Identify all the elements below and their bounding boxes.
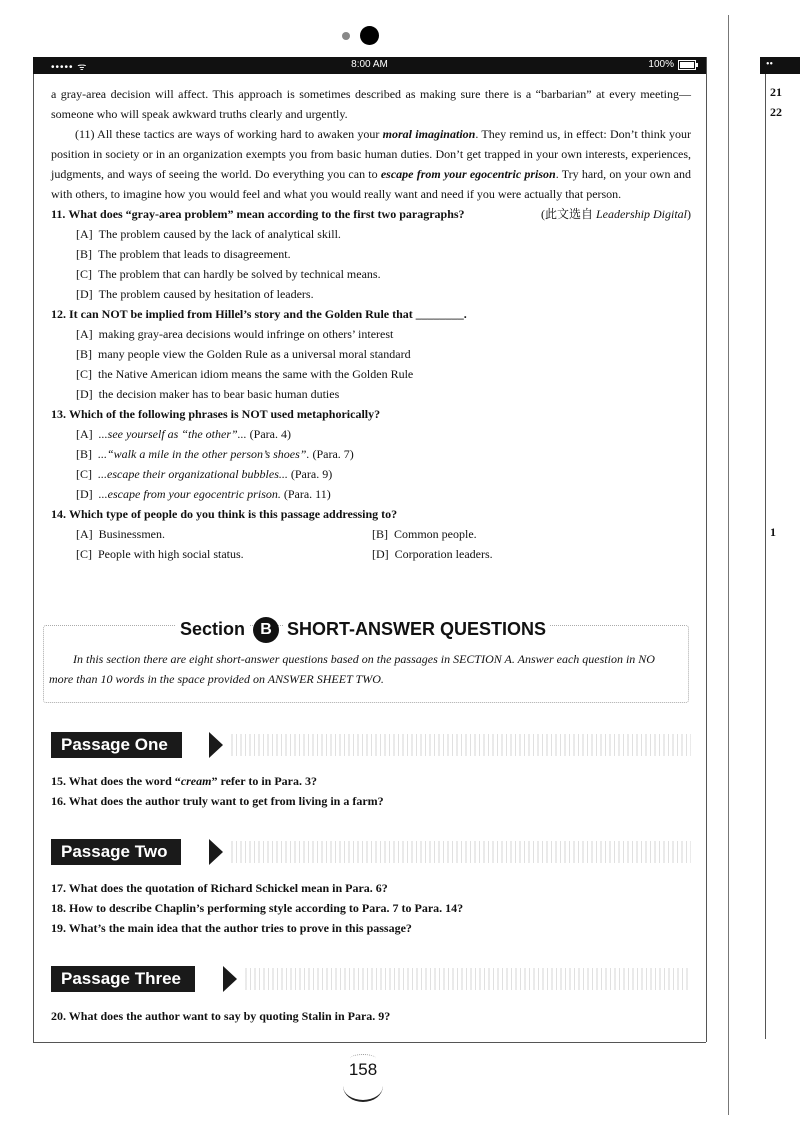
option-13d[interactable]: [D] ...escape from your egocentric prison. (Para. 11) [76,487,331,501]
status-time: 8:00 AM [351,59,388,70]
option-14d[interactable]: [D] Corporation leaders. [372,547,493,561]
passage-two-banner [51,837,691,867]
battery-indicator [648,59,696,70]
option-13c[interactable]: [C] ...escape their organizational bubbles... (Para. 9) [76,467,333,481]
banner-texture [231,734,691,756]
passage-two-label: Passage Two [51,839,181,865]
question-17: 17. What does the quotation of Richard Schickel mean in Para. 6? [51,881,388,895]
passage-three-label: Passage Three [51,966,195,992]
emphasis-moral-imagination: moral imagination [382,127,476,141]
question-20: 20. What does the author want to say by quoting Stalin in Para. 9? [51,1009,391,1023]
next-page-edge [765,74,766,1039]
battery-percent: 100% [648,59,674,70]
sensor-dot [342,32,350,40]
option-14b[interactable]: [B] Common people. [372,527,477,541]
question-15: 15. What does the word “cream” refer to in Para. 3? [51,774,317,788]
section-b-instructions: In this section there are eight short-answer questions based on the passages in SECTION A. Answer each question in NO more than 10 words in the space provided on ANSWER SHEET TWO. [49,652,655,686]
page-content [51,84,691,564]
paragraph-11: (11) All these tactics are ways of working hard to awaken your moral imagination. They remind us, in effect: Don’t think your position in society or in an organization exempts you from basic human duties. Don’t get trapped in your own interests, experiences, judgments, and ways of seeing the world. Do everything you can to escape from your egocentric prison. Try hard, on your own and with others, to imagine how you would feel and what you would really want and need if you were actually that person. (此文选自 Leadership Digital) [51,124,691,204]
question-11: 11. What does “gray-area problem” mean according to the first two paragraphs? [A] The problem caused by the lack of analytical skill. [B] The problem that leads to disagreement. [C] The problem that can hardly be solved by technical means. [D] The problem caused by hesitation of leaders. [51,204,691,304]
side-num-21: 21 [770,85,782,99]
paragraph-continued: a gray-area decision will affect. This approach is sometimes described as making sure there is a “barbarian” at every meeting—someone who will speak awkward truths clearly and urgently. [51,87,691,121]
banner-texture [245,968,691,990]
question-16: 16. What does the author truly want to get from living in a farm? [51,794,384,808]
option-11a[interactable]: [A] The problem caused by the lack of analytical skill. [76,227,341,241]
question-13: 13. Which of the following phrases is NOT used metaphorically? [A] ...see yourself as “the other”... (Para. 4) [B] ...“walk a mile in the other person’s shoes”. (Para. 7) [C] ...escape their organizational bubbles... (Para. 9) [D] ...escape from your egocentric prison. (Para. 11) [51,404,691,504]
question-19: 19. What’s the main idea that the author tries to prove in this passage? [51,921,412,935]
banner-arrow-icon [223,966,237,992]
section-b [35,613,691,703]
option-14c[interactable]: [C] People with high social status. [76,547,244,561]
signal-wifi-icon: ••••• ᯤ [51,62,88,73]
option-12c[interactable]: [C] the Native American idiom means the same with the Golden Rule [76,367,414,381]
battery-icon [678,60,696,70]
passage-one-label: Passage One [51,732,182,758]
status-bar [33,57,706,74]
camera-lens [360,26,379,45]
passage-one-banner [51,730,691,760]
page-number: 158 [348,1060,378,1079]
page-edge-line [728,15,729,1115]
banner-texture [231,841,691,863]
side-num-1: 1 [770,525,776,539]
banner-arrow-icon [209,732,223,758]
passage-three-banner [51,964,691,994]
next-page-status-bar: •• [760,57,800,74]
option-12a[interactable]: [A] making gray-area decisions would infringe on others’ interest [76,327,394,341]
source-citation: (此文选自 Leadership Digital) [540,207,691,221]
option-12b[interactable]: [B] many people view the Golden Rule as a universal moral standard [76,347,411,361]
option-11c[interactable]: [C] The problem that can hardly be solved by technical means. [76,267,381,281]
side-num-22: 22 [770,105,782,119]
device-camera [338,25,378,47]
option-11b[interactable]: [B] The problem that leads to disagreement. [76,247,291,261]
option-13b[interactable]: [B] ...“walk a mile in the other person’s shoes”. (Para. 7) [76,447,354,461]
bottom-rule [33,1042,706,1043]
section-b-title: Section B SHORT-ANSWER QUESTIONS [35,617,691,643]
next-page-preview [760,57,800,1042]
question-14: 14. Which type of people do you think is this passage addressing to? [A] Businessmen. [B] Common people. [C] People with high social status. [D] Corporation leaders. [51,504,691,564]
option-13a[interactable]: [A] ...see yourself as “the other”... (Para. 4) [76,427,291,441]
section-b-badge: B [253,617,279,643]
banner-arrow-icon [209,839,223,865]
option-14a[interactable]: [A] Businessmen. [76,527,166,541]
option-12d[interactable]: [D] the decision maker has to bear basic human duties [76,387,340,401]
emphasis-egocentric-prison: escape from your egocentric prison [380,167,556,181]
option-11d[interactable]: [D] The problem caused by hesitation of leaders. [76,287,314,301]
question-18: 18. How to describe Chaplin’s performing style according to Para. 7 to Para. 14? [51,901,464,915]
question-12: 12. It can NOT be implied from Hillel’s story and the Golden Rule that ________. [A] making gray-area decisions would infringe on others’ interest [B] many people view the Golden Rule as a universal moral standard [C] the Native American idiom means the same with the Golden Rule [D] the decision maker has to bear basic human duties [51,304,691,404]
page-number-arc [343,1070,383,1102]
